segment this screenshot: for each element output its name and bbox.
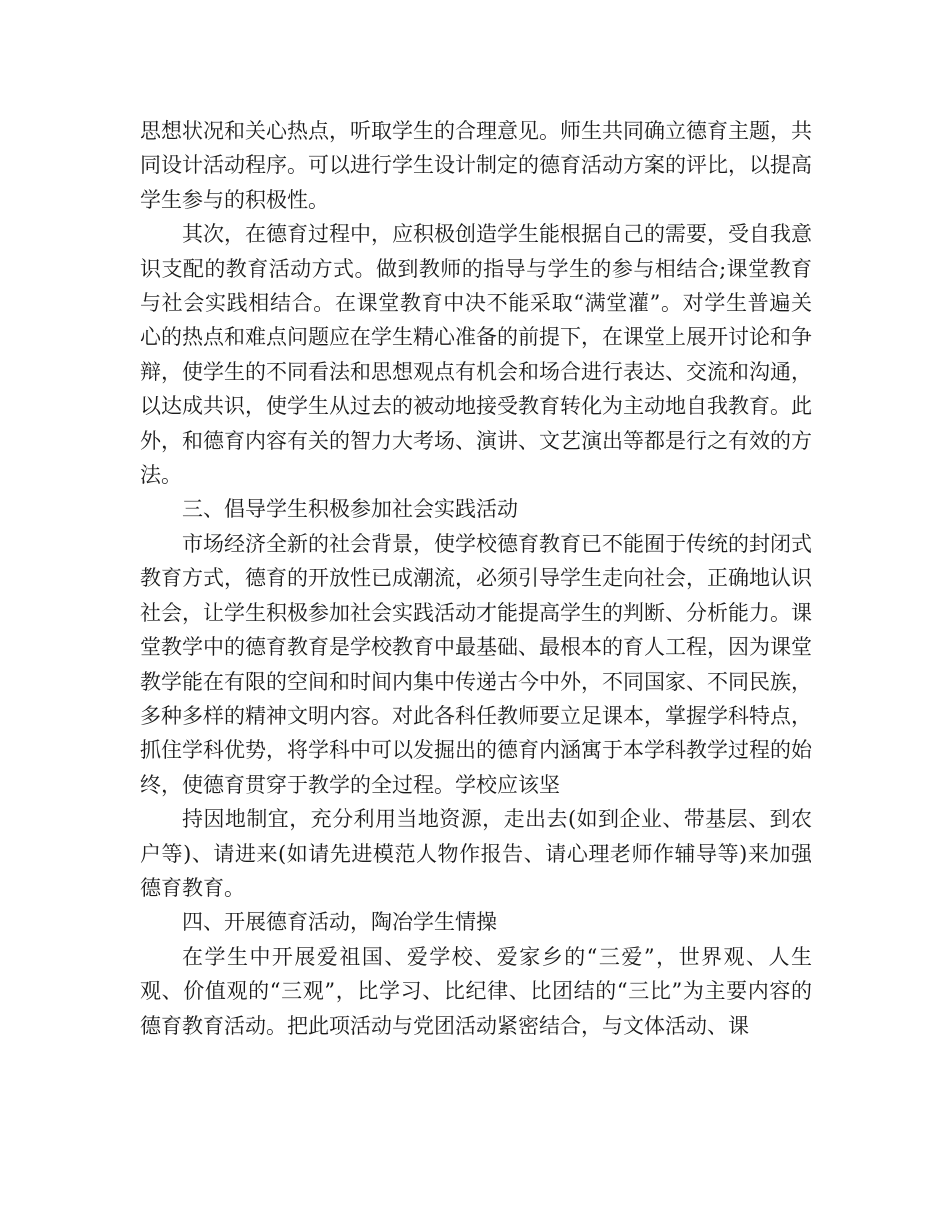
paragraph-market-economy: 市场经济全新的社会背景，使学校德育教育已不能囿于传统的封闭式教育方式，德育的开放性已成潮流，必须引导学生走向社会，正确地认识社会，让学生积极参加社会实践活动才能提高学生的判断、分析能力。课堂教学中的德育教育是学校教育中最基础、最根本的育人工程，因为课堂教学能在有限的空间和时间内集中传递古今中外，不同国家、不同民族，多种多样的精神文明内容。对此各科任教师要立足课本，掌握学科特点，抓住学科优势，将学科中可以发掘出的德育内涵寓于本学科教学过程的始终，使德育贯穿于教学的全过程。学校应该坚 xyxy=(140,531,812,797)
paragraph-secondly: 其次，在德育过程中，应积极创造学生能根据自己的需要，受自我意识支配的教育活动方式。做到教师的指导与学生的参与相结合;课堂教育与社会实践相结合。在课堂教育中决不能采取“满堂灌”。对学生普遍关心的热点和难点问题应在学生精心准备的前提下，在课堂上展开讨论和争辩，使学生的不同看法和思想观点有机会和场合进行表达、交流和沟通，以达成共识，使学生从过去的被动地接受教育转化为主动地自我教育。此外，和德育内容有关的智力大考场、演讲、文艺演出等都是行之有效的方法。 xyxy=(140,222,812,488)
paragraph-three-loves: 在学生中开展爱祖国、爱学校、爱家乡的“三爱”，世界观、人生观、价值观的“三观”，比学习、比纪律、比团结的“三比”为主要内容的德育教育活动。把此项活动与党团活动紧密结合，与文体活动、课 xyxy=(140,944,812,1038)
paragraph-continuation: 思想状况和关心热点，听取学生的合理意见。师生共同确立德育主题，共同设计活动程序。可以进行学生设计制定的德育活动方案的评比，以提高学生参与的积极性。 xyxy=(140,119,812,212)
section-heading-four: 四、开展德育活动，陶冶学生情操 xyxy=(182,910,497,935)
paragraph-local-resources: 持因地制宜，充分利用当地资源，走出去(如到企业、带基层、到农户等)、请进来(如请先进模范人物作报告、请心理老师作辅导等)来加强德育教育。 xyxy=(140,807,812,900)
section-heading-three: 三、倡导学生积极参加社会实践活动 xyxy=(182,497,518,522)
document-page xyxy=(140,114,812,1043)
